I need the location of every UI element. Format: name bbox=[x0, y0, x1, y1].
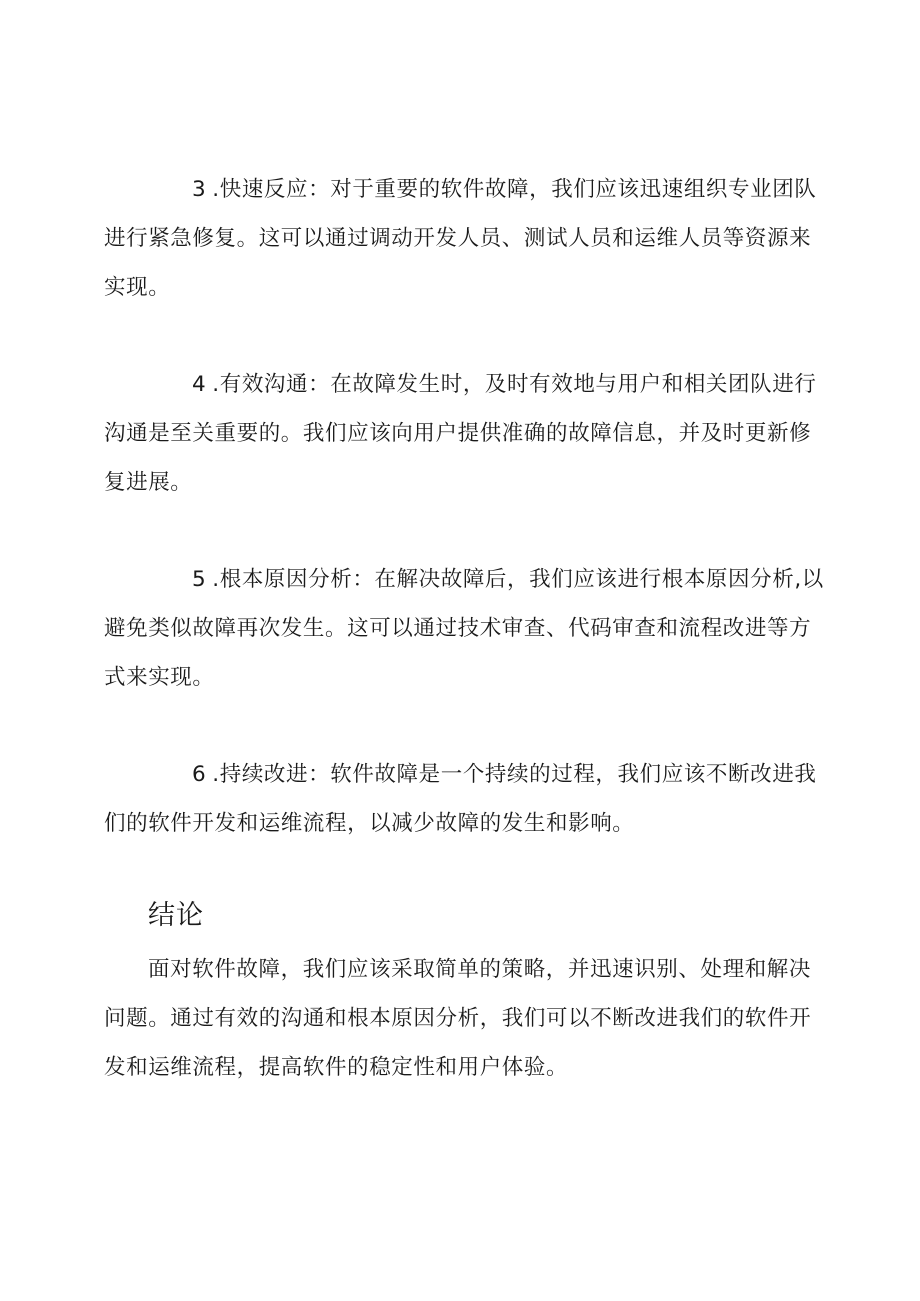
item-text: .根本原因分析：在解决故障后，我们应该进行根本原因分析,以避免类似故障再次发生。这可以通过技术审查、代码审查和流程改进等方式来实现。 bbox=[104, 567, 824, 690]
conclusion-heading: 结论 bbox=[148, 900, 204, 931]
item-text: .快速反应：对于重要的软件故障，我们应该迅速组织专业团队进行紧急修复。这可以通过调动开发人员、测试人员和运维人员等资源来实现。 bbox=[104, 177, 817, 300]
conclusion-paragraph: 面对软件故障，我们应该采取简单的策略，并迅速识别、处理和解决问题。通过有效的沟通和根本原因分析，我们可以不断改进我们的软件开发和运维流程，提高软件的稳定性和用户体验。 bbox=[104, 957, 812, 1080]
list-item-6 bbox=[104, 750, 826, 848]
item-number: 4 bbox=[192, 372, 207, 397]
item-text: .有效沟通：在故障发生时，及时有效地与用户和相关团队进行沟通是至关重要的。我们应该向用户提供准确的故障信息，并及时更新修复进展。 bbox=[104, 372, 817, 495]
item-number: 3 bbox=[192, 177, 207, 202]
list-item-4 bbox=[104, 360, 826, 507]
list-item-5 bbox=[104, 555, 826, 702]
item-number: 6 bbox=[192, 762, 207, 787]
list-item-3 bbox=[104, 165, 826, 312]
item-text: .持续改进：软件故障是一个持续的过程，我们应该不断改进我们的软件开发和运维流程，以减少故障的发生和影响。 bbox=[104, 762, 817, 836]
item-number: 5 bbox=[192, 567, 207, 592]
